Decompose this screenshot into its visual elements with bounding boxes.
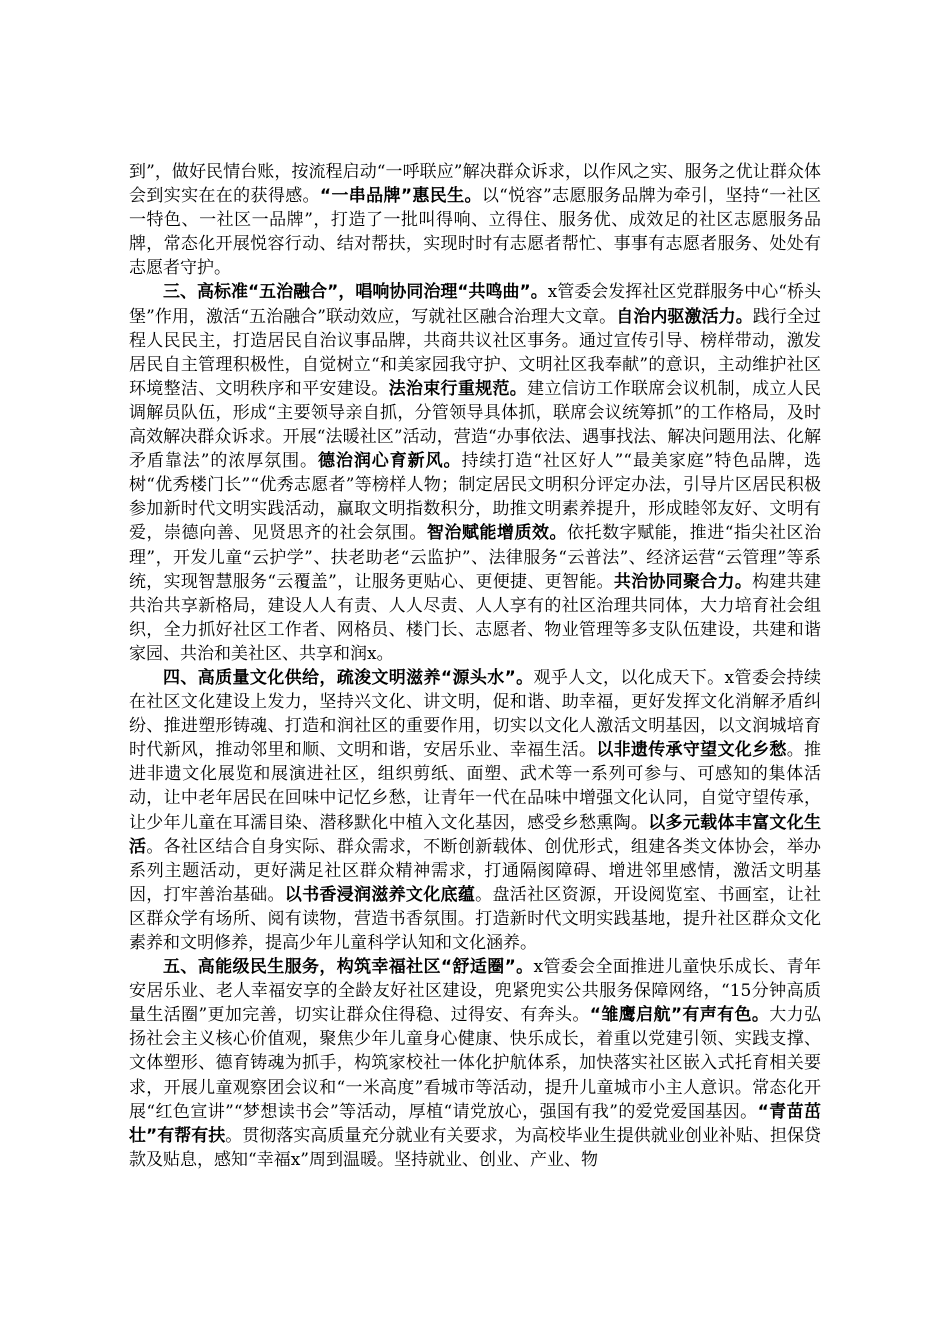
bold-heading-run: 以多元载体丰富文化生活 — [129, 812, 822, 857]
paragraph — [129, 160, 821, 280]
bold-heading-run: “一串品牌”惠民生。 — [319, 186, 482, 207]
bold-heading-run: 四、高质量文化供给，疏浚文明滋养“源头水”。 — [163, 667, 534, 688]
paragraph — [129, 666, 821, 955]
text-run: 。各社区结合自身实际、群众需求，不断创新载体、创优形式，组建各类文体协会，举办系列主题活动，更好满足社区群众精神需求，打通隔阂障碍、增进邻里感情，激活文明基因，打牢善治基础。 — [129, 836, 822, 905]
bold-heading-run: “青苗茁壮”有帮有扶 — [129, 1101, 821, 1146]
bold-heading-run: 五、高能级民生服务，构筑幸福社区“舒适圈”。 — [163, 957, 534, 978]
text-run: x管委会发挥社区党群服务中心“桥头堡”作用，激活“五治融合”联动效应，写就社区融合治理大文章。 — [129, 282, 821, 327]
bold-heading-run: 法治束行重规范。 — [388, 378, 528, 399]
text-run: 构建共建共治共享新格局，建设人人有责、人人尽责、人人享有的社区治理共同体，大力培育社会组织，全力抓好社区工作者、网格员、楼门长、志愿者、物业管理等多支队伍建设，共建和谐家园、共治和美社区、共享和润x。 — [129, 571, 822, 664]
text-run: 依托数字赋能，推进“指尖社区治理”，开发儿童“云护学”、扶老助老“云监护”、法律服务“云普法”、经济运营“云管理”等系统，实现智慧服务“云覆盖”，让服务更贴心、更便捷、更智能。 — [129, 523, 822, 592]
bold-heading-run: 以书香浸润滋养文化底蕴 — [284, 884, 476, 905]
bold-heading-run: “雏鹰启航”有声有色。 — [589, 1005, 770, 1026]
bold-heading-run: 自治内驱激活力。 — [616, 306, 753, 327]
text-run: 。盘活社区资源，开设阅览室、书画室，让社区群众学有场所、阅有读物，营造书香氛围。打造新时代文明实践基地，提升社区群众文化素养和文明修养，提高少年儿童科学认知和文化涵养。 — [129, 884, 822, 953]
text-run: 以“悦容”志愿服务品牌为牵引，坚持“一社区一特色、一社区一品牌”，打造了一批叫得响、立得住、服务优、成效足的社区志愿服务品牌，常态化开展悦容行动、结对帮扶，实现时时有志愿者帮忙、事事有志愿者服务、处处有志愿者守护。 — [129, 186, 822, 279]
text-run: 。推进非遗文化展览和展演进社区，组织剪纸、面塑、武术等一系列可参与、可感知的集体活动，让中老年居民在回味中记忆乡愁，让青年一代在品味中增强文化认同，自觉守望传承，让少年儿童在耳濡目染、潜移默化中植入文化基因，感受乡愁熏陶。 — [129, 740, 822, 833]
text-run: 。贯彻落实高质量充分就业有关要求，为高校毕业生提供就业创业补贴、担保贷款及贴息，感知“幸福x”周到温暖。坚持就业、创业、产业、物 — [129, 1125, 821, 1170]
bold-heading-run: 以非遗传承守望文化乡愁 — [596, 740, 787, 761]
bold-heading-run: 共治协同聚合力。 — [613, 571, 753, 592]
text-run: 践行全过程人民民主，打造居民自治议事品牌，共商共议社区事务。通过宣传引导、榜样带动，激发居民自主管理积极性，自觉树立“和美家园我守护、文明社区我奉献”的意识，主动维护社区环境整洁、文明秩序和平安建设。 — [129, 306, 822, 399]
text-run: x管委会全面推进儿童快乐成长、青年安居乐业、老人幸福安享的全龄友好社区建设，兜紧兜实公共服务保障网络，“15分钟高质量生活圈”更加完善，切实让群众住得稳、过得安、有奔头。 — [129, 957, 821, 1026]
text-run: 大力弘扬社会主义核心价值观，聚焦少年儿童身心健康、快乐成长，着重以党建引领、实践支撑、文体塑形、德育铸魂为抓手，构筑家校社一体化护航体系，加快落实社区嵌入式托育相关要求，开展儿童观察团会议和“一米高度”看城市等活动，提升儿童城市小主人意识。常态化开展“红色宣讲”“梦想读书会”等活动，厚植“请党放心，强国有我”的爱党爱国基因。 — [129, 1005, 821, 1122]
bold-heading-run: 德治润心育新风。 — [318, 451, 462, 472]
paragraph — [129, 955, 821, 1172]
paragraph — [129, 280, 821, 666]
bold-heading-run: 智治赋能增质效。 — [426, 523, 568, 544]
text-run: 到”，做好民情台账，按流程启动“一呼联应”解决群众诉求，以作风之实、服务之优让群众体会到实实在在的获得感。 — [129, 162, 821, 207]
document-body — [129, 160, 821, 1172]
bold-heading-run: 三、高标准“五治融合”，唱响协同治理“共鸣曲”。 — [163, 282, 548, 303]
text-run: 持续打造“社区好人”“最美家庭”特色品牌，选树“优秀楼门长”“优秀志愿者”等榜样人物；制定居民文明积分评定办法，引导片区居民积极参加新时代文明实践活动，赢取文明指数积分，助推文明素养提升，形成睦邻友好、文明有爱，崇德向善、见贤思齐的社会氛围。 — [129, 451, 821, 544]
text-run: 建立信访工作联席会议机制，成立人民调解员队伍，形成“主要领导亲自抓，分管领导具体抓，联席会议统筹抓”的工作格局，及时高效解决群众诉求。开展“法暖社区”活动，营造“办事依法、遇事找法、解决问题用法、化解矛盾靠法”的浓厚氛围。 — [129, 378, 822, 472]
text-run: 观乎人文，以化成天下。x管委会持续在社区文化建设上发力，坚持兴文化、讲文明，促和谐、助幸福，更好发挥文化消解矛盾纠纷、推进塑形铸魂、打造和润社区的重要作用，切实以文化人激活文明基因，以文润城培育时代新风，推动邻里和顺、文明和谐，安居乐业、幸福生活。 — [129, 667, 821, 761]
